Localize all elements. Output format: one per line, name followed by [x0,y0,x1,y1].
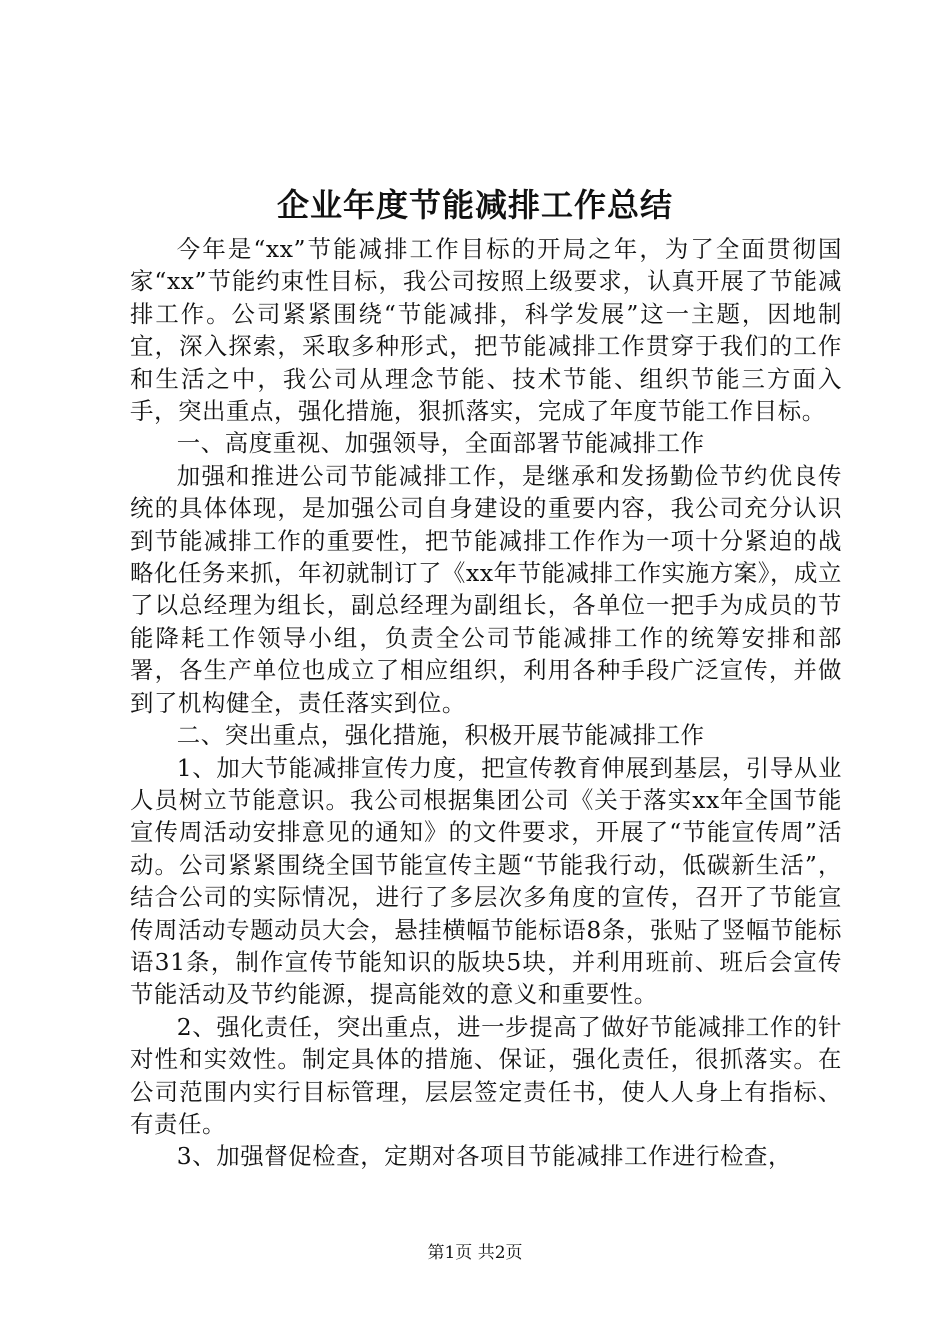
document-body [130,233,842,1173]
paragraph-item-1: 1、加大节能减排宣传力度，把宣传教育伸展到基层，引导从业人员树立节能意识。我公司根据集团公司《关于落实xx年全国节能宣传周活动安排意见的通知》的文件要求，开展了“节能宣传周”活动。公司紧紧围绕全国节能宣传主题“节能我行动，低碳新生活”，结合公司的实际情况，进行了多层次多角度的宣传，召开了节能宣传周活动专题动员大会，悬挂横幅节能标语8条，张贴了竖幅节能标语31条，制作宣传节能知识的版块5块，并利用班前、班后会宣传节能活动及节约能源，提高能效的意义和重要性。 [130,753,842,1009]
section-heading-2: 二、突出重点，强化措施，积极开展节能减排工作 [176,721,705,750]
document-title: 企业年度节能减排工作总结 [276,186,673,224]
page-footer: 第1页 共2页 [427,1243,523,1263]
paragraph-item-2: 2、强化责任，突出重点，进一步提高了做好节能减排工作的针对性和实效性。制定具体的措施、保证，强化责任，很抓落实。在公司范围内实行目标管理，层层签定责任书，使人人身上有指标、有责任。 [130,1012,842,1138]
paragraph-item-3: 3、加强督促检查，定期对各项目节能减排工作进行检查， [176,1142,793,1171]
section-heading-1: 一、高度重视、加强领导，全面部署节能减排工作 [176,429,705,458]
paragraph-section-1: 加强和推进公司节能减排工作，是继承和发扬勤俭节约优良传统的具体体现，是加强公司自身建设的重要内容，我公司充分认识到节能减排工作的重要性，把节能减排工作作为一项十分紧迫的战略化任务来抓，年初就制订了《xx年节能减排工作实施方案》，成立了以总经理为组长，副总经理为副组长，各单位一把手为成员的节能降耗工作领导小组，负责全公司节能减排工作的统筹安排和部署，各生产单位也成立了相应组织，利用各种手段广泛宣传，并做到了机构健全，责任落实到位。 [130,461,842,717]
paragraph-intro: 今年是“xx”节能减排工作目标的开局之年，为了全面贯彻国家“xx”节能约束性目标，我公司按照上级要求，认真开展了节能减排工作。公司紧紧围绕“节能减排，科学发展”这一主题，因地制宜，深入探索，采取多种形式，把节能减排工作贯穿于我们的工作和生活之中，我公司从理念节能、技术节能、组织节能三方面入手，突出重点，强化措施，狠抓落实，完成了年度节能工作目标。 [130,235,842,426]
